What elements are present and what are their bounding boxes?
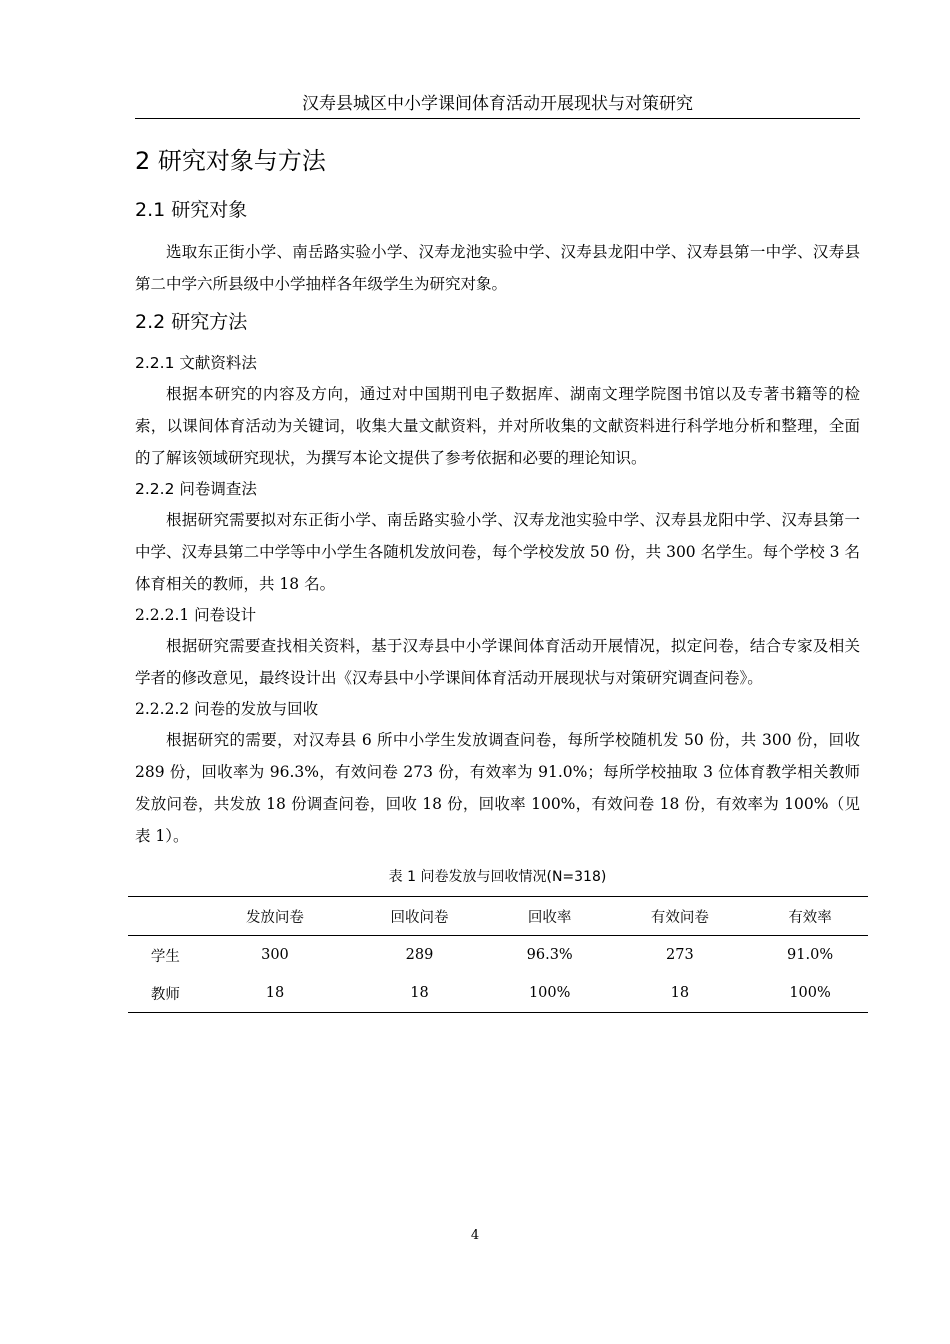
table-caption: 表 1 问卷发放与回收情况(N=318) bbox=[388, 869, 607, 885]
section-heading-2-2: 2.2 研究方法 bbox=[135, 311, 248, 333]
table-header-row bbox=[128, 897, 868, 936]
paragraph-questionnaire-distribution: 根据研究的需要，对汉寿县 6 所中小学生发放调查问卷，每所学校随机发 50 份，共 300 份，回收 289 份，回收率为 96.3%，有效问卷 273 份，有效率为 91.0%；每所学校抽取 3 位体育教学相关教师发放问卷，共发放 18 份调查问卷，回收 18 份，回收率 100%，有效问卷 18 份，有效率为 100%（见表 1）。 bbox=[135, 731, 860, 845]
chapter-heading: 2 研究对象与方法 bbox=[135, 147, 326, 175]
paragraph-questionnaire-method: 根据研究需要拟对东正街小学、南岳路实验小学、汉寿龙池实验中学、汉寿县龙阳中学、汉寿县第一中学、汉寿县第二中学等中小学生各随机发放问卷，每个学校发放 50 份，共 300 名学生。每个学校 3 名体育相关的教师，共 18 名。 bbox=[135, 511, 860, 593]
section-heading-2-2-2-2: 2.2.2.2 问卷的发放与回收 bbox=[135, 700, 319, 718]
table-cell: 289 bbox=[405, 947, 434, 963]
header-rule bbox=[135, 118, 860, 119]
table-header-cell: 回收问卷 bbox=[347, 897, 492, 936]
table-cell: 教师 bbox=[128, 974, 203, 1013]
paragraph-research-subjects: 选取东正街小学、南岳路实验小学、汉寿龙池实验中学、汉寿县龙阳中学、汉寿县第一中学、汉寿县第二中学六所县级中小学抽样各年级学生为研究对象。 bbox=[135, 243, 860, 293]
table-header-cell: 有效率 bbox=[752, 897, 868, 936]
table-header-cell bbox=[128, 897, 203, 936]
section-heading-2-2-2: 2.2.2 问卷调查法 bbox=[135, 480, 257, 498]
paragraph-questionnaire-design: 根据研究需要查找相关资料，基于汉寿县中小学课间体育活动开展情况，拟定问卷，结合专家及相关学者的修改意见，最终设计出《汉寿县中小学课间体育活动开展现状与对策研究调查问卷》。 bbox=[135, 637, 860, 687]
table-row bbox=[128, 936, 868, 975]
section-heading-2-2-2-1: 2.2.2.1 问卷设计 bbox=[135, 606, 257, 624]
table-cell: 91.0% bbox=[787, 947, 834, 963]
table-cell: 18 bbox=[608, 974, 753, 1013]
table-header-cell: 发放问卷 bbox=[203, 897, 348, 936]
section-heading-2-2-1: 2.2.1 文献资料法 bbox=[135, 354, 257, 372]
running-header: 汉寿县城区中小学课间体育活动开展现状与对策研究 bbox=[302, 94, 693, 114]
table-header-cell: 有效问卷 bbox=[608, 897, 753, 936]
table-cell: 273 bbox=[666, 947, 694, 963]
main-content bbox=[135, 142, 860, 1013]
table-cell: 18 bbox=[347, 974, 492, 1013]
table-cell: 学生 bbox=[150, 948, 180, 965]
table-cell: 18 bbox=[203, 974, 348, 1013]
section-heading-2-1: 2.1 研究对象 bbox=[135, 199, 248, 221]
page-number: 4 bbox=[470, 1228, 480, 1243]
table-row bbox=[128, 974, 868, 1013]
questionnaire-table bbox=[128, 896, 868, 1013]
table-header-cell: 回收率 bbox=[492, 897, 608, 936]
table-cell: 96.3% bbox=[526, 947, 573, 963]
table-cell: 100% bbox=[492, 974, 608, 1013]
table-cell: 300 bbox=[261, 947, 289, 963]
table-cell: 100% bbox=[752, 974, 868, 1013]
paragraph-literature-method: 根据本研究的内容及方向，通过对中国期刊电子数据库、湖南文理学院图书馆以及专著书籍等的检索，以课间体育活动为关键词，收集大量文献资料，并对所收集的文献资料进行科学地分析和整理，全面的了解该领域研究现状，为撰写本论文提供了参考依据和必要的理论知识。 bbox=[135, 385, 860, 467]
